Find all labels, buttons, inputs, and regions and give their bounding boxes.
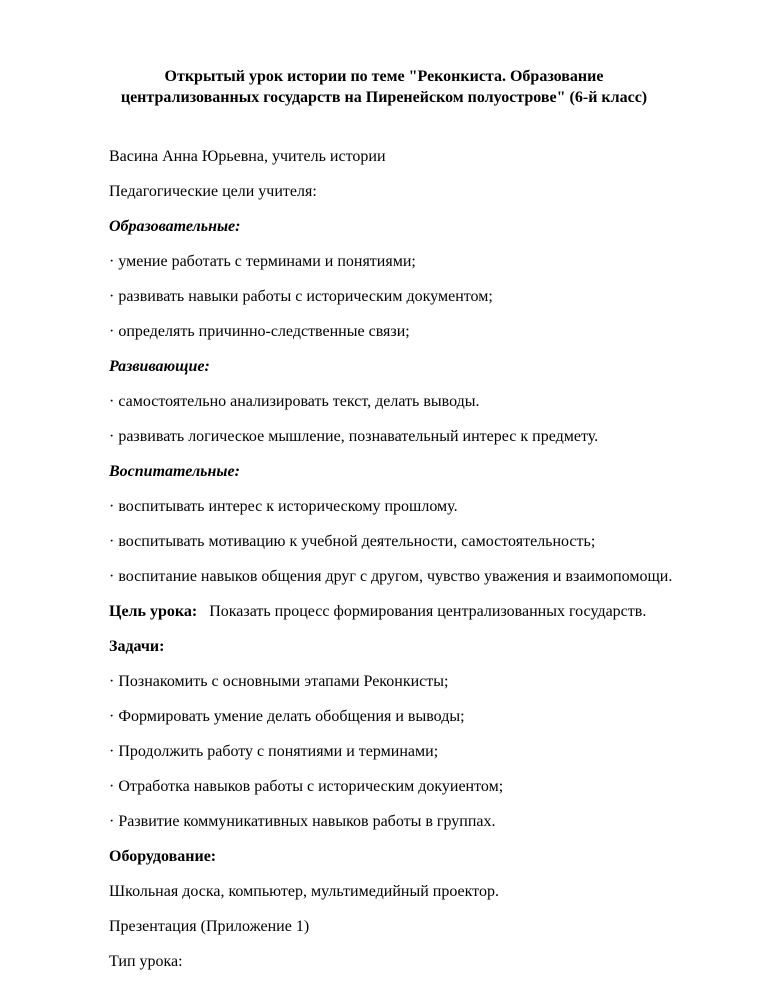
list-item: · определять причинно-следственные связи; [109,323,410,340]
list-item: · воспитывать мотивацию к учебной деятельности, самостоятельность; [109,533,596,550]
title-line-1: Открытый урок истории по теме "Реконкиста. Образование [164,68,604,85]
lesson-goal-label: Цель урока: [109,603,198,620]
upbringing-heading: Воспитательные: [109,463,240,480]
list-item: · умение работать с терминами и понятиями; [109,253,416,270]
educational-heading: Образовательные: [109,218,241,235]
list-item: · воспитывать интерес к историческому прошлому. [109,498,458,515]
equipment-heading: Оборудование: [109,848,217,865]
tasks-heading: Задачи: [109,638,165,655]
document-title [60,66,708,108]
list-item: · Формировать умение делать обобщения и выводы; [109,708,465,725]
title-line-2: централизованных государств на Пиренейском полуострове" (6-й класс) [120,89,648,106]
lesson-type-line: Тип урока: [109,953,183,970]
lesson-goal [109,602,689,621]
developing-heading: Развивающие: [109,358,210,375]
list-item: · Отработка навыков работы с историческим докуиентом; [109,778,504,795]
document-body [109,147,689,987]
list-item: · развивать логическое мышление, познавательный интерес к предмету. [109,428,599,445]
equipment-text: Школьная доска, компьютер, мультимедийный проектор. [109,883,499,900]
list-item: · Познакомить с основными этапами Реконкисты; [109,673,449,690]
presentation-line: Презентация (Приложение 1) [109,918,310,935]
goals-intro: Педагогические цели учителя: [109,183,317,200]
list-item: · Развитие коммуникативных навыков работы в группах. [109,813,496,830]
list-item: · развивать навыки работы с историческим документом; [109,288,493,305]
list-item: · самостоятельно анализировать текст, делать выводы. [109,393,480,410]
list-item: · воспитание навыков общения друг с другом, чувство уважения и взаимопомощи. [109,568,673,585]
list-item: · Продолжить работу с понятиями и терминами; [109,743,439,760]
lesson-goal-text: Показать процесс формирования централизованных государств. [197,603,647,620]
author-line: Васина Анна Юрьевна, учитель истории [109,148,386,165]
